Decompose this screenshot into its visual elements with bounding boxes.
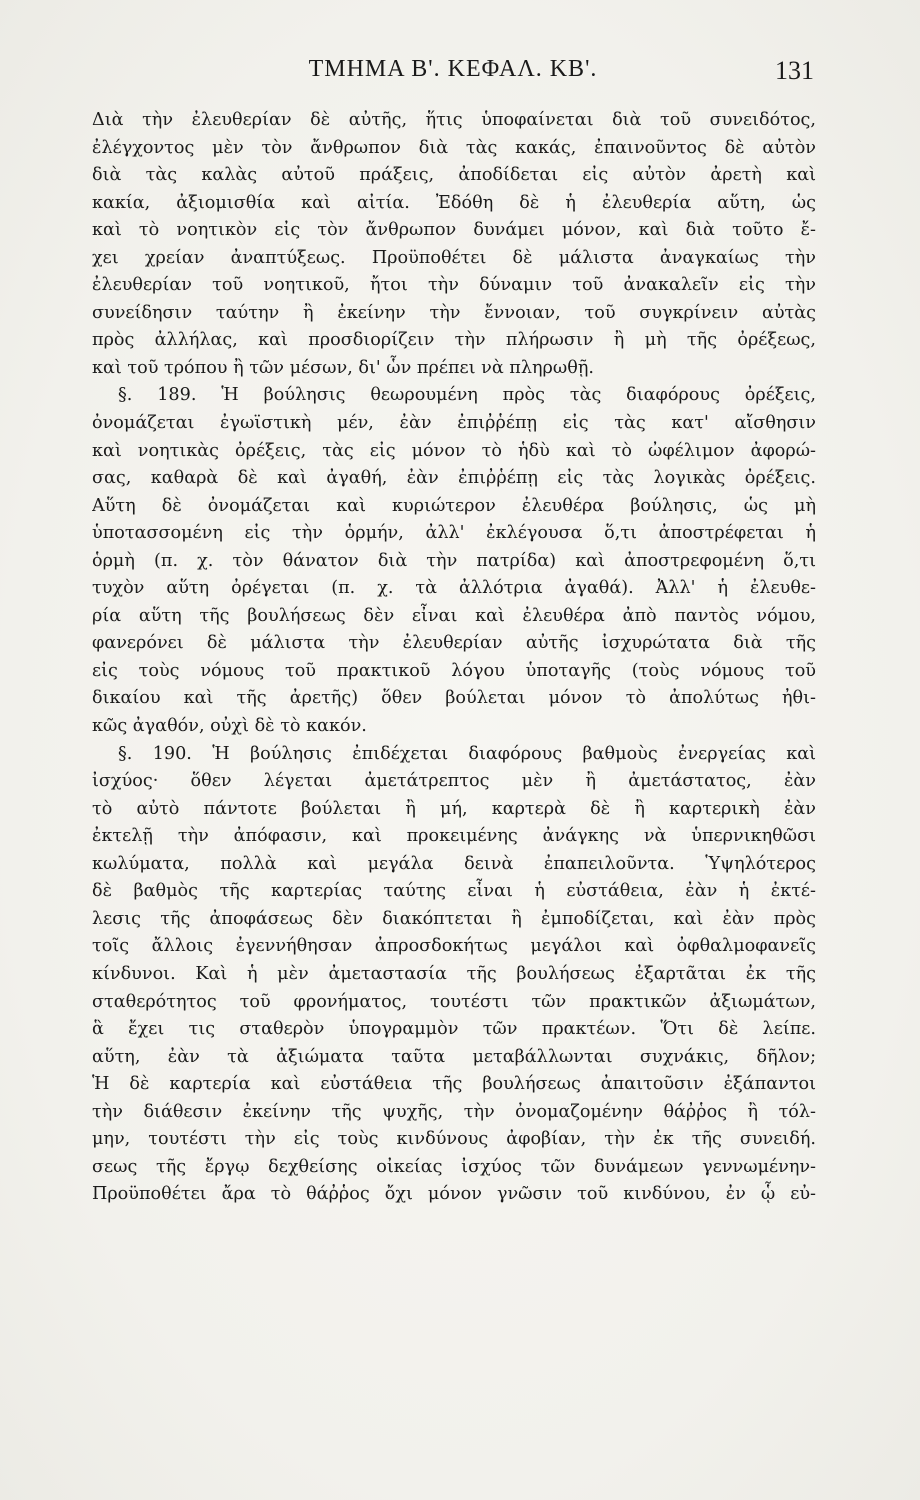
text-line: τυχὸν αὕτη ὀρέγεται (π. χ. τὰ ἀλλότρια ἀγαθά). Ἀλλ' ἡ ἐλευθε- (92, 578, 816, 599)
text-line: σταθερότητος τοῦ φρονήματος, τουτέστι τῶν πρακτικῶν ἀξιωμάτων, (92, 991, 816, 1012)
text-line: μην, τουτέστι τὴν εἰς τοὺς κινδύνους ἀφοβίαν, τὴν ἐκ τῆς συνειδή. (92, 1129, 816, 1150)
text-line: συνείδησιν ταύτην ἢ ἐκείνην τὴν ἔννοιαν, τοῦ συγκρίνειν αὐτὰς (92, 302, 816, 323)
text-line: ἰσχύος· ὅθεν λέγεται ἀμετάτρεπτος μὲν ἢ ἀμετάστατος, ἐὰν (92, 771, 816, 792)
text-line: κωλύματα, πολλὰ καὶ μεγάλα δεινὰ ἐπαπειλοῦντα. Ὑψηλότερος (92, 853, 816, 874)
text-line: καὶ τοῦ τρόπου ἢ τῶν μέσων, δι' ὧν πρέπει νὰ πληρωθῇ. (92, 357, 594, 378)
running-head: ΤΜΗΜΑ Β'. ΚΕΦΑΛ. ΚΒ'. (308, 56, 598, 82)
text-line: ρία αὕτη τῆς βουλήσεως δὲν εἶναι καὶ ἐλευθέρα ἀπὸ παντὸς νόμου, (92, 605, 816, 626)
text-line: ἐκτελῇ τὴν ἀπόφασιν, καὶ προκειμένης ἀνάγκης νὰ ὑπερνικηθῶσι (92, 826, 816, 847)
text-line: δικαίου καὶ τῆς ἀρετῆς) ὅθεν βούλεται μόνον τὸ ἀπολύτως ἠθι- (92, 688, 816, 709)
text-line: ἐλέγχοντος μὲν τὸν ἄνθρωπον διὰ τὰς κακάς, ἐπαινοῦντος δὲ αὐτὸν (92, 137, 816, 158)
text-line: κίνδυνοι. Καὶ ἡ μὲν ἀμεταστασία τῆς βουλήσεως ἐξαρτᾶται ἐκ τῆς (92, 963, 816, 984)
text-line: κῶς ἀγαθόν, οὐχὶ δὲ τὸ κακόν. (92, 716, 367, 737)
page-number: 131 (775, 56, 814, 85)
body-text (92, 107, 816, 1209)
text-line: §. 189. Ἡ βούλησις θεωρουμένη πρὸς τὰς διαφόρους ὀρέξεις, (118, 385, 816, 406)
text-line: ὑποτασσομένη εἰς τὴν ὁρμήν, ἀλλ' ἐκλέγουσα ὅ,τι ἀποστρέφεται ἡ (92, 523, 816, 544)
text-line: σας, καθαρὰ δὲ καὶ ἀγαθή, ἐὰν ἐπιῤῥέπῃ εἰς τὰς λογικὰς ὀρέξεις. (92, 468, 816, 489)
page-header (92, 56, 814, 96)
text-line: πρὸς ἀλλήλας, καὶ προσδιορίζειν τὴν πλήρωσιν ἢ μὴ τῆς ὀρέξεως, (92, 330, 816, 351)
text-line: τὸ αὐτὸ πάντοτε βούλεται ἢ μή, καρτερὰ δὲ ἢ καρτερικὴ ἐὰν (92, 798, 816, 819)
text-line: τὴν διάθεσιν ἐκείνην τῆς ψυχῆς, τὴν ὀνομαζομένην θάῤῥος ἢ τόλ- (92, 1101, 816, 1122)
text-line: Προϋποθέτει ἄρα τὸ θάῤῥος ὄχι μόνον γνῶσιν τοῦ κινδύνου, ἐν ᾧ εὐ- (92, 1184, 816, 1205)
text-line: διὰ τὰς καλὰς αὐτοῦ πράξεις, ἀποδίδεται εἰς αὐτὸν ἀρετὴ καὶ (92, 165, 816, 186)
text-line: καὶ νοητικὰς ὀρέξεις, τὰς εἰς μόνον τὸ ἡδὺ καὶ τὸ ὠφέλιμον ἀφορώ- (92, 440, 816, 461)
text-line: τοῖς ἄλλοις ἐγεννήθησαν ἀπροσδοκήτως μεγάλοι καὶ ὀφθαλμοφανεῖς (92, 936, 816, 957)
text-line: χει χρείαν ἀναπτύξεως. Προϋποθέτει δὲ μάλιστα ἀναγκαίως τὴν (92, 247, 816, 268)
text-line: ὁρμὴ (π. χ. τὸν θάνατον διὰ τὴν πατρίδα) καὶ ἀποστρεφομένη ὅ,τι (92, 550, 816, 571)
text-line: εἰς τοὺς νόμους τοῦ πρακτικοῦ λόγου ὑποταγῆς (τοὺς νόμους τοῦ (92, 660, 816, 681)
text-line: αὕτη, ἐὰν τὰ ἀξιώματα ταῦτα μεταβάλλωνται συχνάκις, δῆλον; (92, 1046, 816, 1067)
text-line: δὲ βαθμὸς τῆς καρτερίας ταύτης εἶναι ἡ εὐστάθεια, ἐὰν ἡ ἐκτέ- (92, 881, 816, 902)
text-line: §. 190. Ἡ βούλησις ἐπιδέχεται διαφόρους βαθμοὺς ἐνεργείας καὶ (118, 743, 816, 764)
text-line: λεσις τῆς ἀποφάσεως δὲν διακόπτεται ἢ ἐμποδίζεται, καὶ ἐὰν πρὸς (92, 908, 816, 929)
text-line: ὀνομάζεται ἐγωϊστικὴ μέν, ἐὰν ἐπιῤῥέπῃ εἰς τὰς κατ' αἴσθησιν (92, 413, 816, 434)
text-line: καὶ τὸ νοητικὸν εἰς τὸν ἄνθρωπον δυνάμει μόνον, καὶ διὰ τοῦτο ἔ- (92, 220, 816, 241)
text-line: ἃ ἔχει τις σταθερὸν ὑπογραμμὸν τῶν πρακτέων. Ὅτι δὲ λείπε. (92, 1019, 816, 1040)
text-line: Διὰ τὴν ἐλευθερίαν δὲ αὐτῆς, ἥτις ὑποφαίνεται διὰ τοῦ συνειδότος, (92, 110, 816, 130)
text-line: φανερόνει δὲ μάλιστα τὴν ἐλευθερίαν αὐτῆς ἰσχυρώτατα διὰ τῆς (92, 633, 816, 654)
text-line: σεως τῆς ἔργῳ δεχθείσης οἰκείας ἰσχύος τῶν δυνάμεων γεννωμένην- (92, 1156, 816, 1177)
text-line: κακία, ἀξιομισθία καὶ αἰτία. Ἐδόθη δὲ ἡ ἐλευθερία αὕτη, ὡς (92, 192, 816, 213)
text-line: Ἡ δὲ καρτερία καὶ εὐστάθεια τῆς βουλήσεως ἀπαιτοῦσιν ἐξάπαντοι (92, 1074, 816, 1095)
text-line: ἐλευθερίαν τοῦ νοητικοῦ, ἤτοι τὴν δύναμιν τοῦ ἀνακαλεῖν εἰς τὴν (92, 275, 816, 296)
text-line: Αὕτη δὲ ὀνομάζεται καὶ κυριώτερον ἐλευθέρα βούλησις, ὡς μὴ (92, 495, 816, 516)
